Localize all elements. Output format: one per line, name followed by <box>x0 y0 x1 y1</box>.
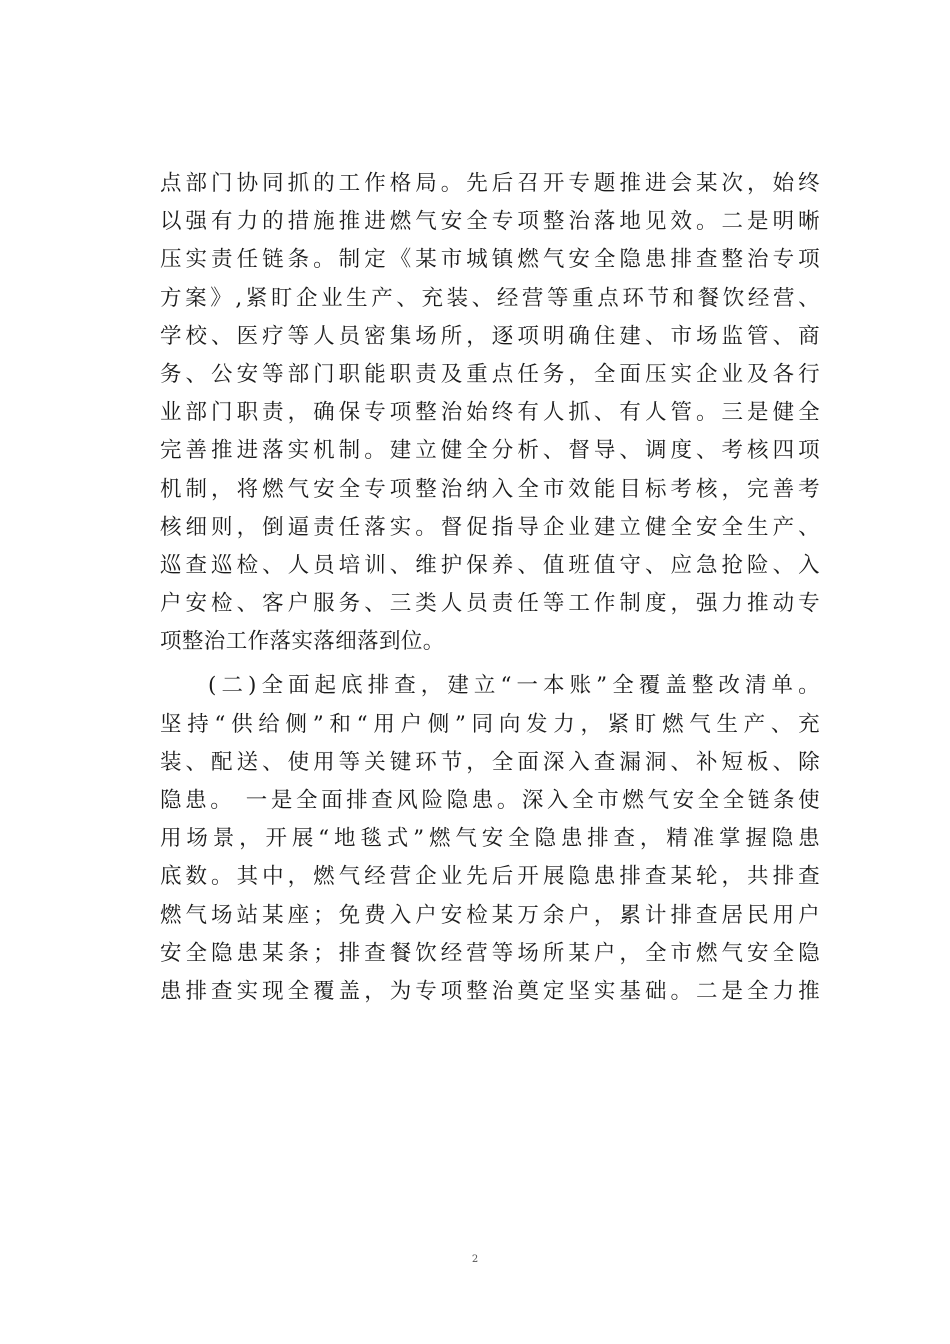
page-number: 2 <box>471 1254 479 1265</box>
text-line: 装、配送、使用等关键环节，全面深入查漏洞、补短板、除 <box>160 749 820 775</box>
text-line: 完善推进落实机制。建立健全分析、督导、调度、考核四项 <box>160 438 820 464</box>
text-line: 坚持“供给侧”和“用户侧”同向发力，紧盯燃气生产、充 <box>160 711 820 737</box>
paragraph-1 <box>160 165 820 661</box>
text-line: 底数。其中，燃气经营企业先后开展隐患排查某轮，共排查 <box>160 864 820 890</box>
text-line: 巡查巡检、人员培训、维护保养、值班值守、应急抢险、入 <box>160 552 820 578</box>
paragraph-2 <box>160 667 820 1011</box>
text-line: 燃气场站某座；免费入户安检某万余户，累计排查居民用户 <box>160 902 820 928</box>
text-line: 学校、医疗等人员密集场所，逐项明确住建、市场监管、商 <box>160 323 820 349</box>
section-heading-line: (二)全面起底排查，建立“一本账”全覆盖整改清单。 <box>208 673 820 699</box>
text-line: 务、公安等部门职能职责及重点任务，全面压实企业及各行 <box>160 361 820 387</box>
text-line: 业部门职责，确保专项整治始终有人抓、有人管。三是健全 <box>160 400 820 426</box>
text-line: 户安检、客户服务、三类人员责任等工作制度，强力推动专 <box>160 591 820 617</box>
text-line: 隐患。 一是全面排查风险隐患。深入全市燃气安全全链条使 <box>160 788 820 813</box>
text-line: 核细则，倒逼责任落实。督促指导企业建立健全安全生产、 <box>160 514 820 540</box>
text-line: 项整治工作落实落细落到位。 <box>160 629 445 655</box>
text-line: 患排查实现全覆盖，为专项整治奠定坚实基础。二是全力推 <box>160 978 820 1004</box>
text-line: 安全隐患某条；排查餐饮经营等场所某户，全市燃气安全隐 <box>160 940 820 966</box>
text-line: 机制，将燃气安全专项整治纳入全市效能目标考核，完善考 <box>160 476 820 502</box>
text-line: 以强有力的措施推进燃气安全专项整治落地见效。二是明晰 <box>160 209 820 235</box>
text-line: 方案》,紧盯企业生产、充装、经营等重点环节和餐饮经营、 <box>160 285 820 311</box>
text-line: 压实责任链条。制定《某市城镇燃气安全隐患排查整治专项 <box>160 247 820 273</box>
text-line: 用场景，开展“地毯式”燃气安全隐患排查，精准掌握隐患 <box>160 826 820 852</box>
body-text <box>160 165 820 1011</box>
text-line: 点部门协同抓的工作格局。先后召开专题推进会某次，始终 <box>160 171 820 196</box>
